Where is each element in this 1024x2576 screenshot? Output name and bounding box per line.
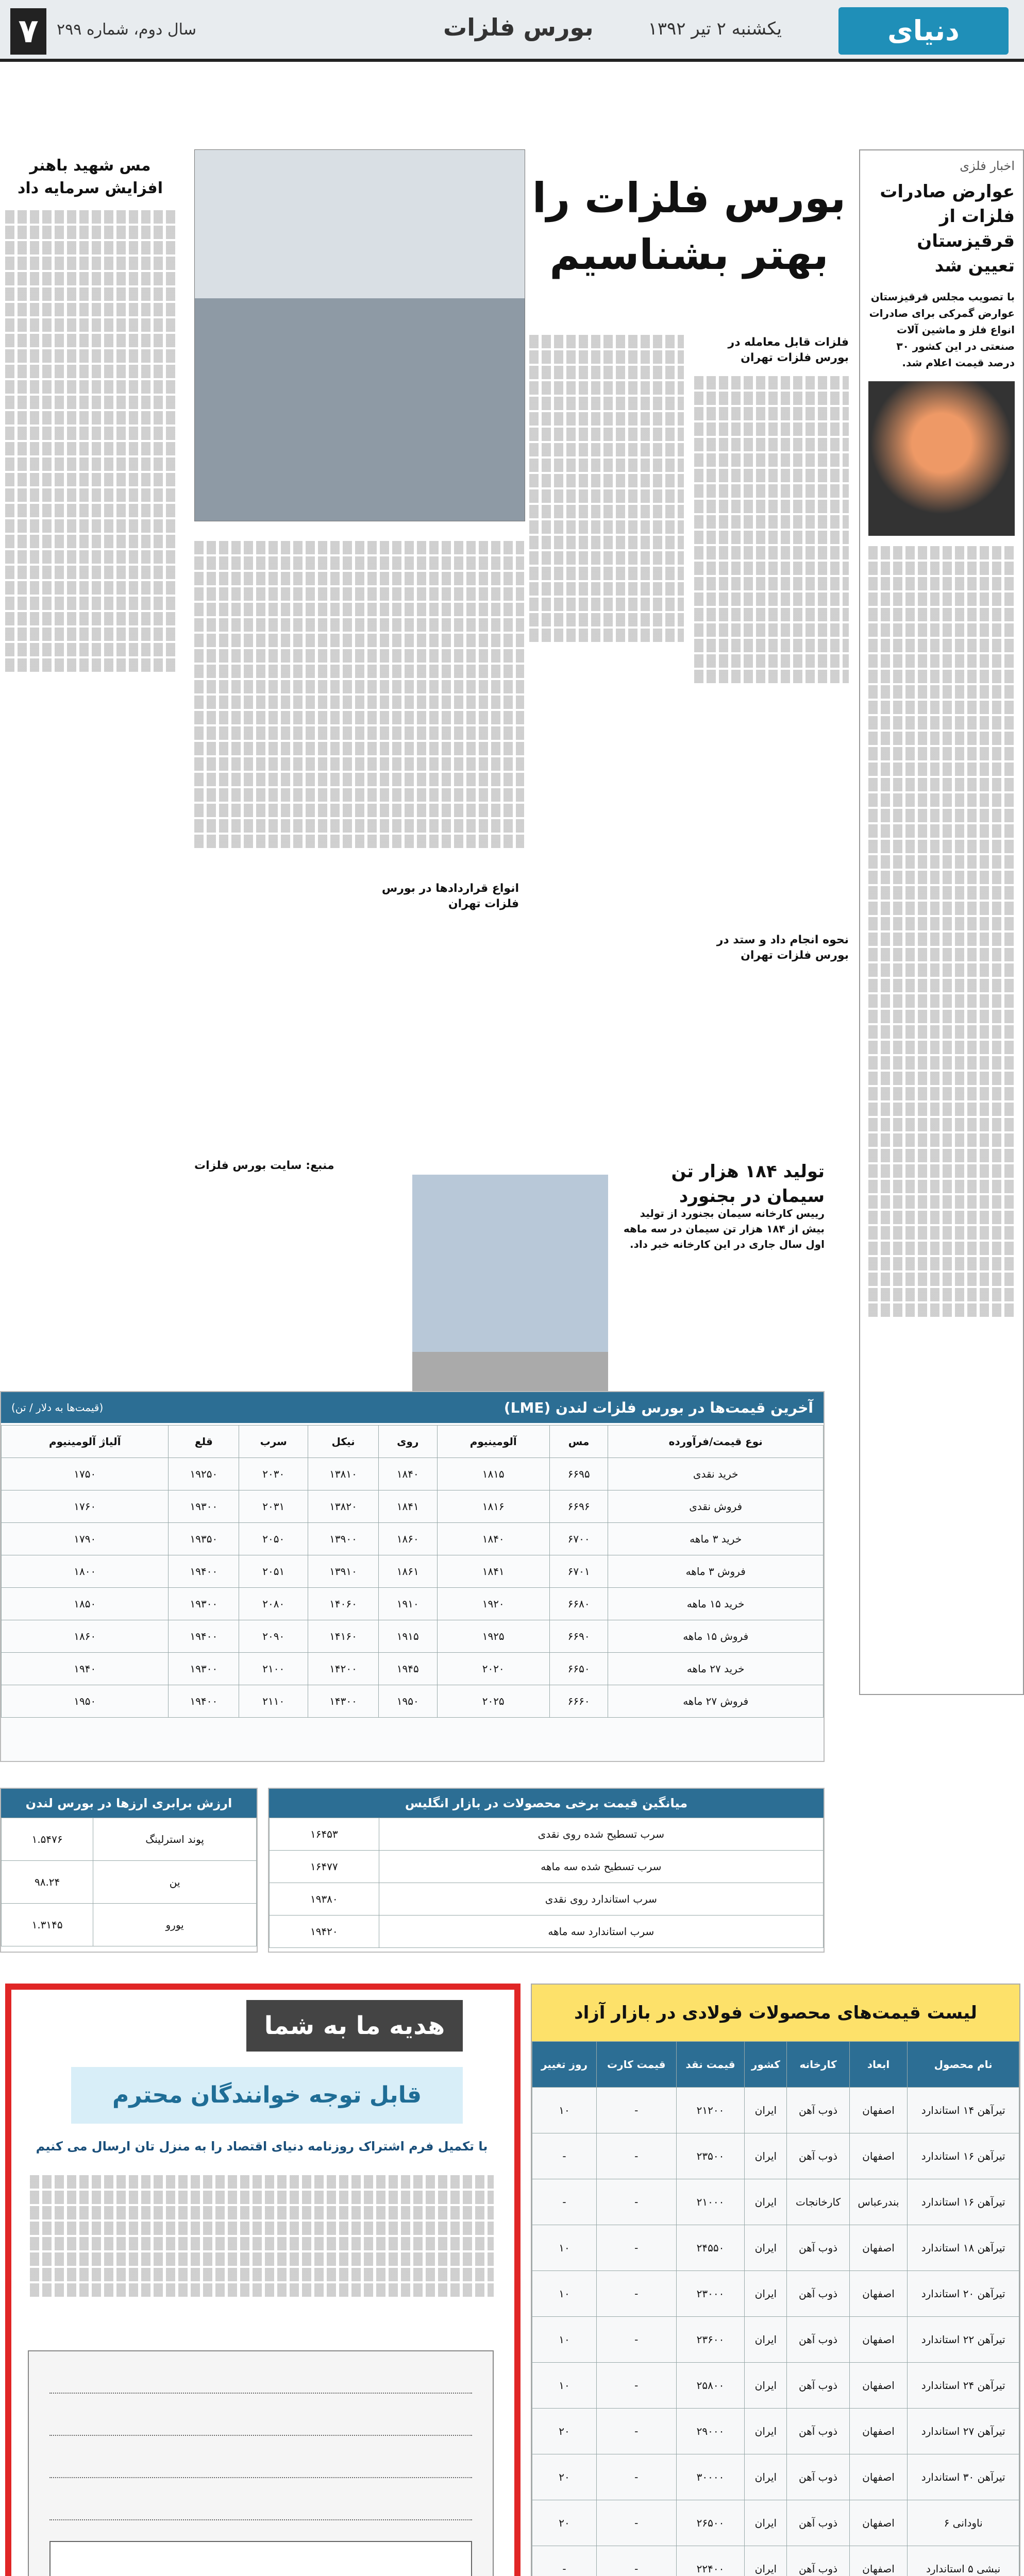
table-row (532, 2454, 1019, 2500)
table-cell: فروش نقدی (608, 1490, 824, 1523)
table-cell: ۱۶۴۷۷ (270, 1851, 379, 1883)
table-cell: ۲۳۰۰۰ (676, 2271, 745, 2317)
table-cell: اصفهان (849, 2363, 908, 2409)
page-number: ۷ (10, 8, 46, 55)
table-cell: تیرآهن ۲۰ استاندارد (908, 2271, 1019, 2317)
table-cell: ۱۴۰۶۰ (308, 1588, 379, 1620)
table-row (532, 2179, 1019, 2225)
table-cell: ذوب آهن (787, 2317, 849, 2363)
table-cell: ایران (745, 2317, 787, 2363)
table-cell: ۱۰ (532, 2088, 597, 2133)
table-cell: ۲۰۲۵ (437, 1685, 549, 1718)
table-cell: ایران (745, 2546, 787, 2576)
table-cell: تیرآهن ۲۴ استاندارد (908, 2363, 1019, 2409)
table-cell: ۲۱۰۰۰ (676, 2179, 745, 2225)
england-price-table (268, 1788, 825, 1953)
table-cell: ۱۶۴۵۳ (270, 1818, 379, 1851)
table-cell: سرب استاندارد روی نقدی (379, 1883, 823, 1916)
table-cell: ۱۸۶۱ (379, 1555, 437, 1588)
table-cell: - (596, 2088, 676, 2133)
table-cell: ۱۸۴۱ (437, 1555, 549, 1588)
table-row (270, 1883, 824, 1916)
article-subhead-2: انواع قراردادها در بورس فلزات تهران (381, 882, 519, 910)
table-cell: ۲۰۵۰ (239, 1523, 308, 1555)
currency-title: ارزش برابری ارزها در بورس لندن (1, 1789, 257, 1818)
table-cell: ۱۰ (532, 2225, 597, 2271)
table-cell: ۲۱۰۰ (239, 1653, 308, 1685)
table-cell: ۱۹۴۰۰ (169, 1555, 239, 1588)
table-cell: ۲۰ (532, 2500, 597, 2546)
news-title: عوارض صادرات فلزات از قرقیزستان تعیین شد (880, 181, 1015, 276)
table-cell: ۶۷۰۱ (549, 1555, 608, 1588)
form-field-email[interactable] (49, 2499, 472, 2520)
steel-price-table (531, 1984, 1020, 2576)
table-cell: اصفهان (849, 2409, 908, 2454)
table-cell: خرید نقدی (608, 1458, 824, 1490)
table-cell: فروش ۳ ماهه (608, 1555, 824, 1588)
table-cell: - (596, 2133, 676, 2179)
table-cell: خرید ۱۵ ماهه (608, 1588, 824, 1620)
table-header-cell: آلیاژ آلومینیوم (2, 1426, 169, 1458)
table-row (532, 2271, 1019, 2317)
table-header-cell: نوع قیمت/فرآورده (608, 1426, 824, 1458)
table-cell: ۱۴۲۰۰ (308, 1653, 379, 1685)
table-cell: ۲۴۵۵۰ (676, 2225, 745, 2271)
table-cell: اصفهان (849, 2088, 908, 2133)
table-cell: ۱۸۵۰ (2, 1588, 169, 1620)
table-cell: ۱۹۳۵۰ (169, 1523, 239, 1555)
table-header-cell: قیمت نقد (676, 2042, 745, 2088)
table-cell: - (596, 2409, 676, 2454)
issue-date: یکشنبه ۲ تیر ۱۳۹۲ (648, 19, 782, 39)
table-row (270, 1818, 824, 1851)
table-cell: ۲۶۵۰۰ (676, 2500, 745, 2546)
table-cell: تیرآهن ۱۶ استاندارد (908, 2133, 1019, 2179)
table-cell: ۱۸۶۰ (379, 1523, 437, 1555)
table-cell: ۳۰۰۰۰ (676, 2454, 745, 2500)
table-cell: تیرآهن ۱۴ استاندارد (908, 2088, 1019, 2133)
table-cell: ذوب آهن (787, 2088, 849, 2133)
table-cell: ایران (745, 2271, 787, 2317)
table-cell: ۱.۵۴۷۶ (2, 1818, 93, 1861)
table-cell: فروش ۱۵ ماهه (608, 1620, 824, 1653)
article-subhead-3: نحوه انجام داد و ستد در بورس فلزات تهران (716, 934, 849, 962)
table-row (532, 2133, 1019, 2179)
table-cell: ۶۷۰۰ (549, 1523, 608, 1555)
promo-intro: با تکمیل فرم اشتراک روزنامه دنیای اقتصاد را به منزل تان ارسال می کنیم (36, 2139, 488, 2154)
table-cell: - (596, 2546, 676, 2576)
table-cell: ایران (745, 2088, 787, 2133)
table-cell: ذوب آهن (787, 2271, 849, 2317)
table-cell: ۱۰ (532, 2271, 597, 2317)
table-header-cell: روی (379, 1426, 437, 1458)
table-cell: اصفهان (849, 2317, 908, 2363)
table-cell: ۱۳۸۱۰ (308, 1458, 379, 1490)
table-cell: ۲۰۲۰ (437, 1653, 549, 1685)
table-cell: ۱۸۰۰ (2, 1555, 169, 1588)
main-article-title: بورس فلزات را بهتر بشناسیم (532, 174, 846, 279)
table-cell: ۱۸۱۶ (437, 1490, 549, 1523)
table-row (532, 2363, 1019, 2409)
form-price-grid (49, 2541, 472, 2576)
table-cell: - (596, 2363, 676, 2409)
table-header-cell: قیمت کارت (596, 2042, 676, 2088)
table-cell: - (596, 2454, 676, 2500)
table-cell: ۲۰۸۰ (239, 1588, 308, 1620)
table-cell: ۱۹۲۵ (437, 1620, 549, 1653)
table-cell: ۹۸.۲۴ (2, 1861, 93, 1904)
table-cell: تیرآهن ۲۲ استاندارد (908, 2317, 1019, 2363)
table-cell: تیرآهن ۱۶ استاندارد (908, 2179, 1019, 2225)
table-cell: ۱۸۶۰ (2, 1620, 169, 1653)
table-cell: اصفهان (849, 2271, 908, 2317)
cement-title: تولید ۱۸۴ هزار تن سیمان در بجنورد (671, 1161, 825, 1207)
table-cell: ۱۸۴۱ (379, 1490, 437, 1523)
table-row (2, 1458, 824, 1490)
table-row (2, 1861, 257, 1904)
table-cell: ۲۰۵۱ (239, 1555, 308, 1588)
table-cell: ناودانی ۶ (908, 2500, 1019, 2546)
table-cell: ۱۸۴۰ (379, 1458, 437, 1490)
table-header-cell: قلع (169, 1426, 239, 1458)
table-cell: ۱۳۹۰۰ (308, 1523, 379, 1555)
table-row (2, 1904, 257, 1946)
table-cell: ۲۰ (532, 2454, 597, 2500)
table-cell: ۱.۳۱۴۵ (2, 1904, 93, 1946)
table-row (532, 2317, 1019, 2363)
table-header-cell: کشور (745, 2042, 787, 2088)
table-cell: ۲۰۳۱ (239, 1490, 308, 1523)
table-row (2, 1523, 824, 1555)
table-cell: - (596, 2225, 676, 2271)
news-photo (868, 381, 1015, 536)
table-cell: تیرآهن ۱۸ استاندارد (908, 2225, 1019, 2271)
table-cell: ۱۹۲۰ (437, 1588, 549, 1620)
table-cell: ایران (745, 2363, 787, 2409)
lme-title-bar (1, 1392, 824, 1423)
table-cell: ایران (745, 2133, 787, 2179)
lme-unit: (قیمت‌ها به دلار / تن) (11, 1401, 104, 1414)
table-cell: - (532, 2179, 597, 2225)
table-cell: خرید ۲۷ ماهه (608, 1653, 824, 1685)
table-header-cell: نام محصول (908, 2042, 1019, 2088)
table-row (2, 1555, 824, 1588)
table-row (532, 2225, 1019, 2271)
table-cell: ۱۷۶۰ (2, 1490, 169, 1523)
table-cell: اصفهان (849, 2225, 908, 2271)
table-cell: ۱۳۸۲۰ (308, 1490, 379, 1523)
table-cell: ایران (745, 2225, 787, 2271)
table-row (2, 1818, 257, 1861)
table-cell: ایران (745, 2454, 787, 2500)
form-field-phone[interactable] (49, 2456, 472, 2478)
table-cell: ۲۳۶۰۰ (676, 2317, 745, 2363)
article-source: منبع: سایت بورس فلزات (194, 1159, 334, 1172)
table-row (2, 1685, 824, 1718)
table-cell: سرب تسطیح شده روی نقدی (379, 1818, 823, 1851)
table-cell: ذوب آهن (787, 2454, 849, 2500)
table-cell: ۶۶۹۰ (549, 1620, 608, 1653)
table-header-cell: سرب (239, 1426, 308, 1458)
table-row (532, 2088, 1019, 2133)
table-row (2, 1620, 824, 1653)
table-cell: ۲۰۹۰ (239, 1620, 308, 1653)
table-row (2, 1588, 824, 1620)
promo-banner: هدیه ما به شما (246, 2000, 463, 2052)
table-cell: ۱۹۴۲۰ (270, 1916, 379, 1948)
table-cell: ۱۴۱۶۰ (308, 1620, 379, 1653)
table-cell: ۲۹۰۰۰ (676, 2409, 745, 2454)
table-header-cell: کارخانه (787, 2042, 849, 2088)
table-header-cell: آلومینیوم (437, 1426, 549, 1458)
table-cell: - (532, 2546, 597, 2576)
table-row (270, 1916, 824, 1948)
table-cell: ذوب آهن (787, 2133, 849, 2179)
table-cell: ۱۹۳۰۰ (169, 1653, 239, 1685)
table-cell: ۶۶۸۰ (549, 1588, 608, 1620)
table-cell: اصفهان (849, 2454, 908, 2500)
table-cell: - (596, 2179, 676, 2225)
right-news-column (859, 149, 1024, 1695)
table-cell: ۱۹۵۰ (379, 1685, 437, 1718)
table-cell: خرید ۳ ماهه (608, 1523, 824, 1555)
table-cell: ۱۹۲۵۰ (169, 1458, 239, 1490)
table-cell: ۶۶۶۰ (549, 1685, 608, 1718)
table-cell: تیرآهن ۳۰ استاندارد (908, 2454, 1019, 2500)
article-subhead-1: فلزات قابل معامله در بورس فلزات تهران (728, 336, 849, 364)
table-cell: یورو (93, 1904, 257, 1946)
table-cell: کارخانجات (787, 2179, 849, 2225)
table-cell: ۱۴۳۰۰ (308, 1685, 379, 1718)
table-cell: - (532, 2133, 597, 2179)
promo-attention: قابل توجه خوانندگان محترم (71, 2067, 463, 2124)
table-row (270, 1851, 824, 1883)
table-header-cell: روز تغییر (532, 2042, 597, 2088)
table-cell: ۱۹۱۵ (379, 1620, 437, 1653)
table-cell: اصفهان (849, 2133, 908, 2179)
table-cell: - (596, 2317, 676, 2363)
form-field-address[interactable] (49, 2414, 472, 2436)
table-cell: ایران (745, 2409, 787, 2454)
currency-table (0, 1788, 258, 1953)
table-cell: ۱۹۵۰ (2, 1685, 169, 1718)
table-cell: پوند استرلینگ (93, 1818, 257, 1861)
table-cell: ۱۹۴۰۰ (169, 1620, 239, 1653)
table-cell: ۱۷۹۰ (2, 1523, 169, 1555)
news-kicker: اخبار فلزی (960, 159, 1015, 173)
subscription-promo (5, 1984, 521, 2576)
table-cell: ۲۲۴۰۰ (676, 2546, 745, 2576)
table-cell: ۱۹۳۸۰ (270, 1883, 379, 1916)
table-cell: ذوب آهن (787, 2225, 849, 2271)
table-cell: ۱۸۴۰ (437, 1523, 549, 1555)
table-cell: ۱۷۵۰ (2, 1458, 169, 1490)
newspaper-logo: دنیای اقتصاد (838, 7, 1009, 55)
cement-lead: رییس کارخانه سیمان بجنورد از تولید بیش از ۱۸۴ هزار تن سیمان در سه ماهه اول سال جاری در این کارخانه خبر داد. (623, 1207, 825, 1250)
main-article (194, 149, 849, 1180)
table-cell: ۶۶۵۰ (549, 1653, 608, 1685)
table-cell: ۱۰ (532, 2317, 597, 2363)
table-cell: ۱۹۳۰۰ (169, 1490, 239, 1523)
table-cell: ۱۹۴۰ (2, 1653, 169, 1685)
table-cell: اصفهان (849, 2546, 908, 2576)
table-header-cell: نیکل (308, 1426, 379, 1458)
table-cell: ۱۳۹۱۰ (308, 1555, 379, 1588)
subscription-form[interactable] (28, 2350, 494, 2576)
lme-table (1, 1425, 824, 1718)
table-header-cell: ابعاد (849, 2042, 908, 2088)
table-cell: ۱۸۱۵ (437, 1458, 549, 1490)
table-cell: ۱۰ (532, 2363, 597, 2409)
issue-number: سال دوم، شماره ۲۹۹ (57, 21, 196, 39)
table-cell: ۱۹۴۰۰ (169, 1685, 239, 1718)
table-cell: ۲۱۱۰ (239, 1685, 308, 1718)
table-row (532, 2546, 1019, 2576)
table-cell: ۱۹۴۵ (379, 1653, 437, 1685)
table-cell: ۲۱۲۰۰ (676, 2088, 745, 2133)
table-cell: نبشی ۵ استاندارد (908, 2546, 1019, 2576)
table-cell: - (596, 2271, 676, 2317)
table-row (2, 1490, 824, 1523)
section-title: بورس فلزات (443, 13, 594, 41)
lme-title: آخرین قیمت‌ها در بورس فلزات لندن (LME) (503, 1399, 813, 1416)
table-cell: ین (93, 1861, 257, 1904)
news-body (868, 546, 1015, 1628)
table-cell: بندرعباس (849, 2179, 908, 2225)
table-cell: ذوب آهن (787, 2409, 849, 2454)
table-cell: ۱۹۱۰ (379, 1588, 437, 1620)
page-header (0, 0, 1024, 94)
table-cell: ایران (745, 2179, 787, 2225)
lme-price-table (0, 1391, 825, 1762)
table-header-cell: مس (549, 1426, 608, 1458)
trading-floor-photo (194, 149, 525, 521)
table-row (532, 2409, 1019, 2454)
table-cell: ۲۵۸۰۰ (676, 2363, 745, 2409)
table-cell: ذوب آهن (787, 2546, 849, 2576)
left-news-title: مس شهید باهنر افزایش سرمایه داد (18, 157, 163, 197)
table-row (2, 1653, 824, 1685)
table-row (532, 2500, 1019, 2546)
table-cell: ۲۰۳۰ (239, 1458, 308, 1490)
table-cell: - (596, 2500, 676, 2546)
england-title: میانگین قیمت برخی محصولات در بازار انگلیس (269, 1789, 824, 1818)
table-cell: فروش ۲۷ ماهه (608, 1685, 824, 1718)
table-cell: ۶۶۹۵ (549, 1458, 608, 1490)
table-cell: اصفهان (849, 2500, 908, 2546)
steel-title: لیست قیمت‌های محصولات فولادی در بازار آزاد (532, 1985, 1019, 2041)
table-cell: ۲۳۵۰۰ (676, 2133, 745, 2179)
left-news-column (0, 149, 180, 1128)
news-lead: با تصویب مجلس قرقیزستان عوارض گمرکی برای صادرات انواع فلز و ماشین آلات صنعتی در این کشور ۳۰ درصد قیمت اعلام شد. (869, 291, 1015, 369)
table-cell: ۶۶۹۶ (549, 1490, 608, 1523)
table-cell: ۲۰ (532, 2409, 597, 2454)
table-cell: ایران (745, 2500, 787, 2546)
table-cell: سرب استاندارد سه ماهه (379, 1916, 823, 1948)
table-cell: تیرآهن ۲۷ استاندارد (908, 2409, 1019, 2454)
form-field-name[interactable] (49, 2372, 472, 2394)
table-cell: سرب تسطیح شده سه ماهه (379, 1851, 823, 1883)
table-cell: ۱۹۳۰۰ (169, 1588, 239, 1620)
table-cell: ذوب آهن (787, 2500, 849, 2546)
table-cell: ذوب آهن (787, 2363, 849, 2409)
